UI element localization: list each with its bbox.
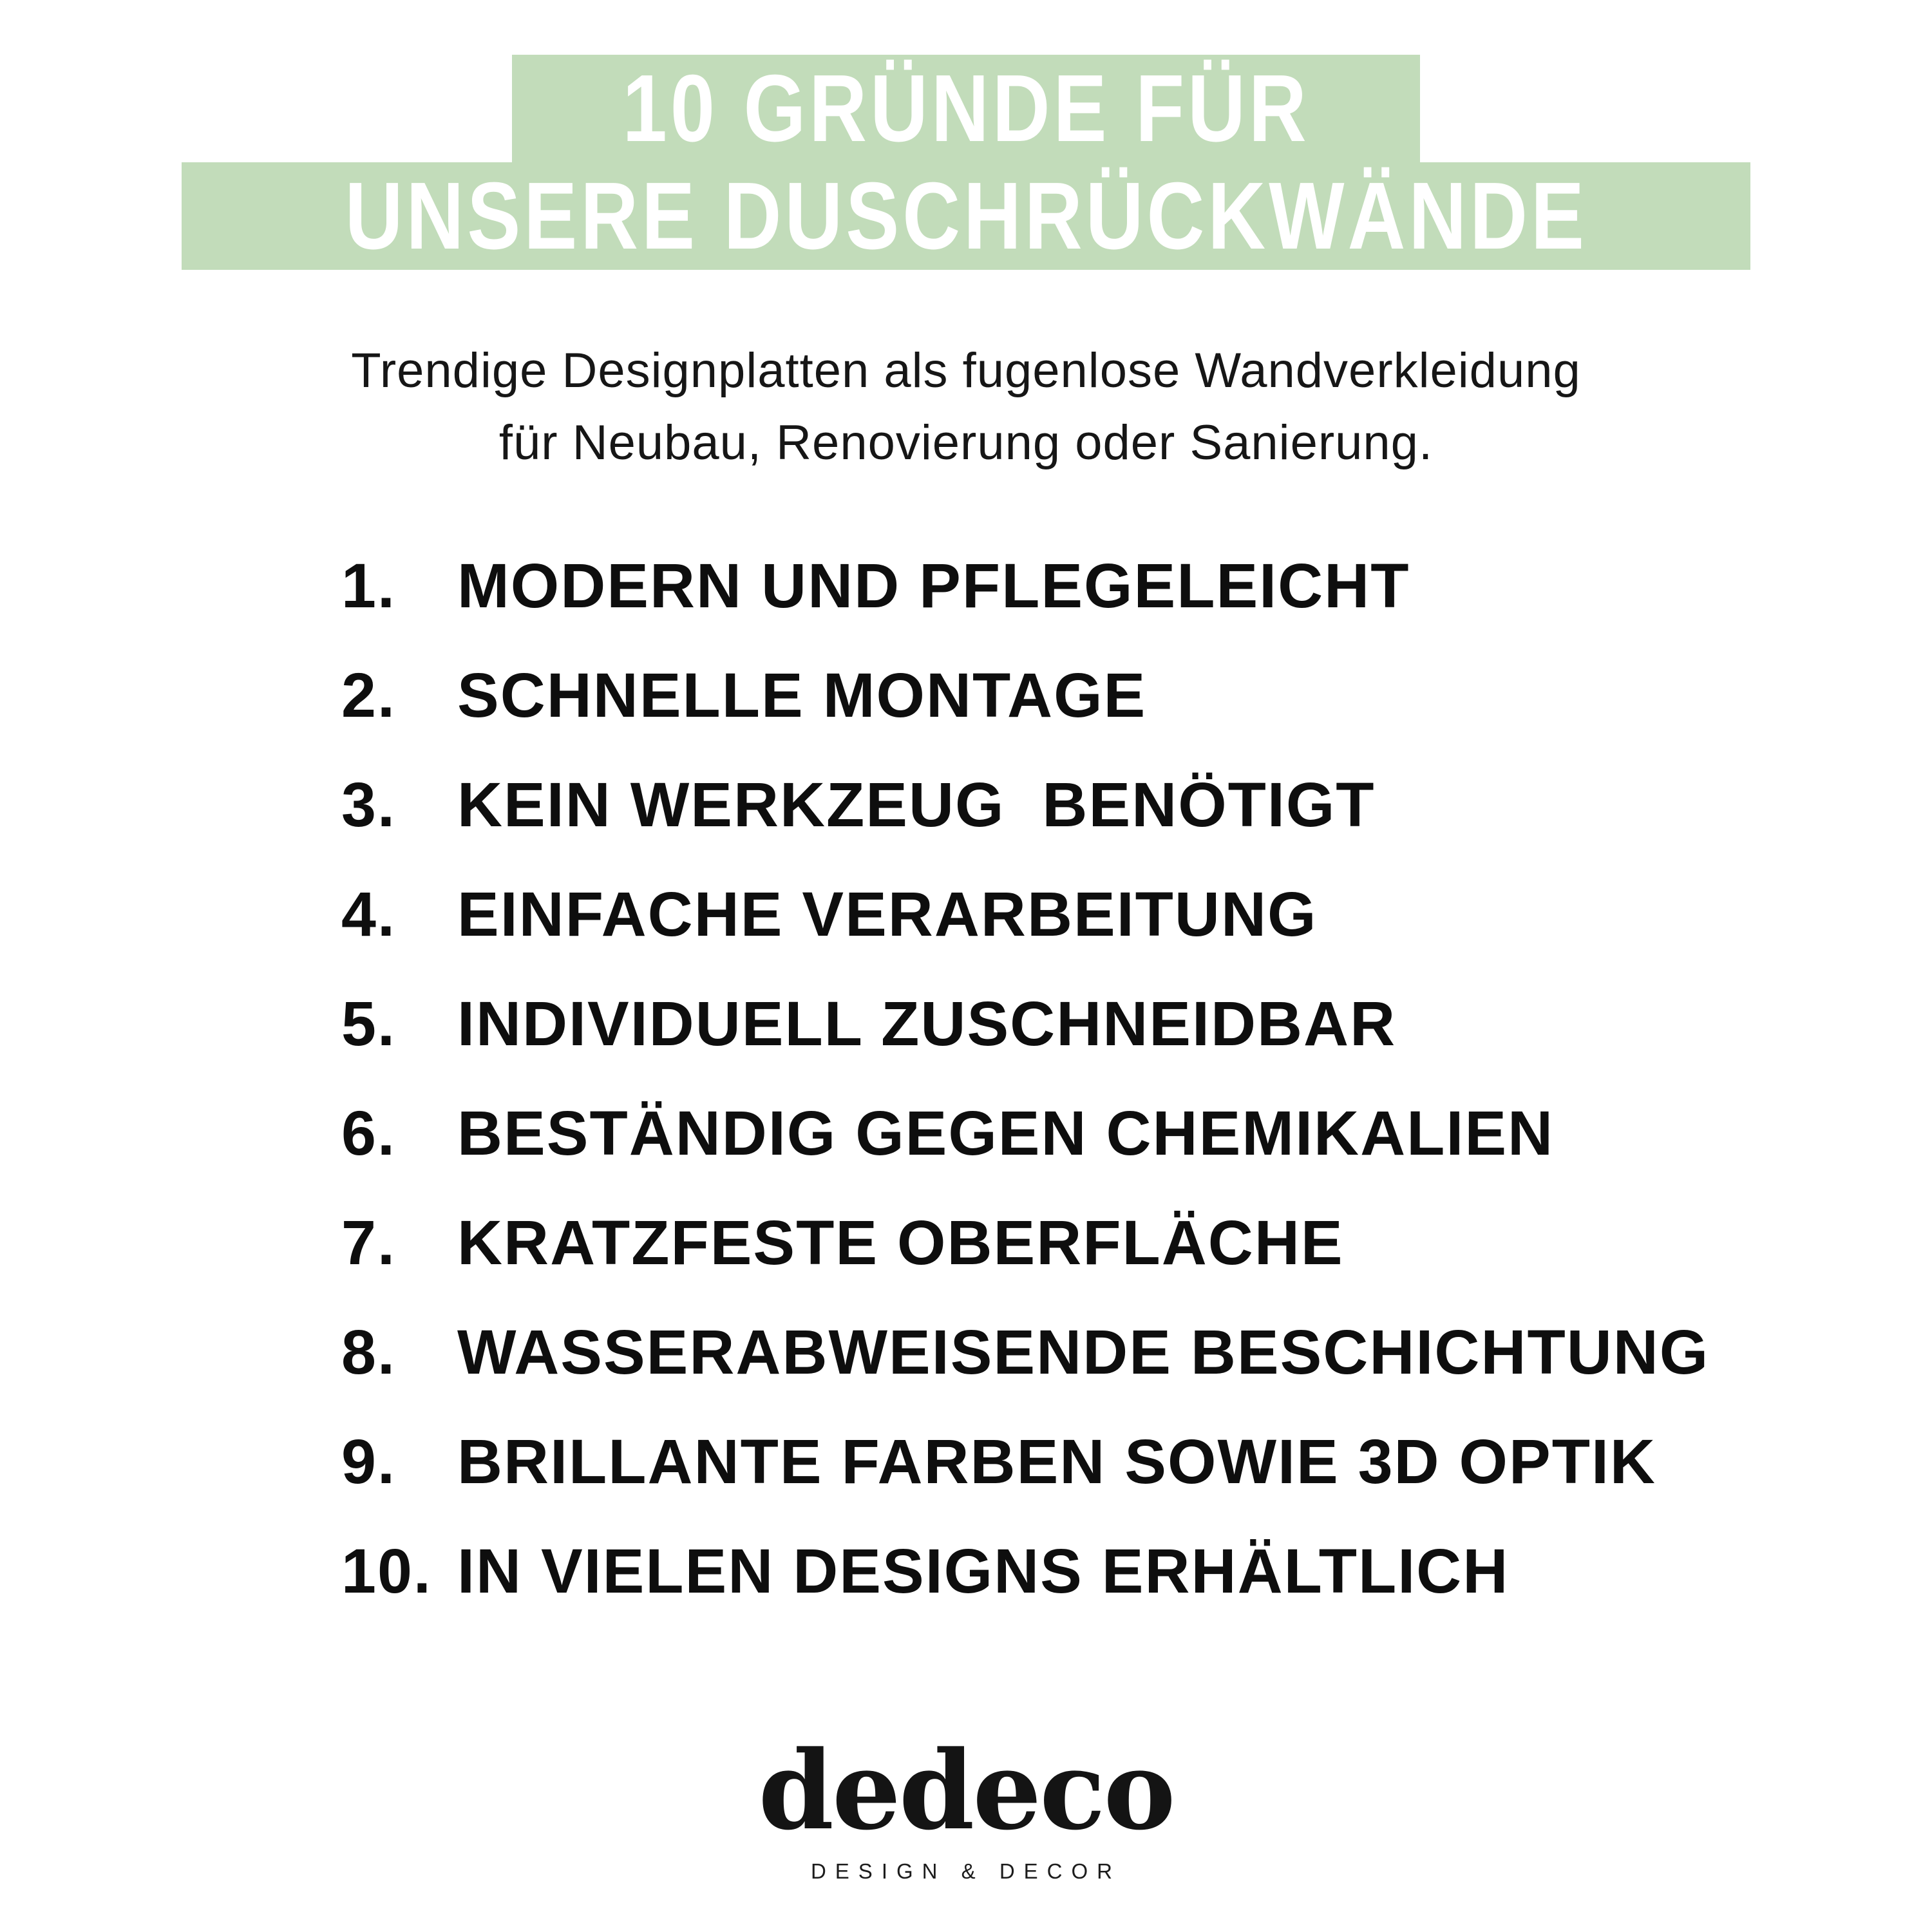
list-item	[341, 880, 1835, 949]
list-item-label: KEIN WERKZEUG BENÖTIGT	[457, 770, 1376, 840]
list-item-number: 3.	[341, 770, 396, 840]
list-item-number: 8.	[341, 1317, 396, 1387]
list-item-label: BRILLANTE FARBEN SOWIE 3D OPTIK	[457, 1426, 1656, 1497]
list-item	[341, 989, 1835, 1059]
list-item-label: IN VIELEN DESIGNS ERHÄLTLICH	[457, 1536, 1510, 1606]
title-line-2-highlight	[182, 162, 1751, 270]
list-item-label: KRATZFESTE OBERFLÄCHE	[457, 1208, 1344, 1278]
list-item	[341, 1208, 1835, 1278]
list-item	[341, 770, 1835, 840]
list-item-label: EINFACHE VERARBEITUNG	[457, 879, 1318, 949]
list-item-label: SCHNELLE MONTAGE	[457, 660, 1147, 730]
title-line-2: UNSERE DUSCHRÜCKWÄNDE	[345, 163, 1587, 269]
list-item	[341, 1427, 1835, 1497]
title-line-1-highlight	[512, 55, 1420, 162]
list-item-number: 9.	[341, 1426, 396, 1497]
list-item-number: 7.	[341, 1208, 396, 1278]
list-item	[341, 1318, 1835, 1387]
reasons-list	[341, 551, 1835, 1646]
footer	[0, 1727, 1932, 1884]
title-line-1: 10 GRÜNDE FÜR	[622, 55, 1310, 162]
brand-tagline: DESIGN & DECOR	[810, 1859, 1122, 1883]
list-item-label: BESTÄNDIG GEGEN CHEMIKALIEN	[457, 1098, 1555, 1168]
list-item-number: 4.	[341, 879, 396, 949]
list-item-number: 10.	[341, 1536, 432, 1606]
list-item-number: 2.	[341, 660, 396, 730]
subtitle-line-2: für Neubau, Renovierung oder Sanierung.	[498, 415, 1434, 470]
list-item-label: WASSERABWEISENDE BESCHICHTUNG	[457, 1317, 1710, 1387]
list-item-label: INDIVIDUELL ZUSCHNEIDBAR	[457, 989, 1397, 1059]
list-item-label: MODERN UND PFLEGELEICHT	[457, 551, 1410, 621]
subtitle-line-1: Trendige Designplatten als fugenlose Wandverkleidung	[351, 343, 1581, 398]
list-item	[341, 661, 1835, 730]
brand-logo: dedeco	[758, 1727, 1174, 1854]
list-item-number: 1.	[341, 551, 396, 621]
list-item-number: 5.	[341, 989, 396, 1059]
list-item	[341, 1537, 1835, 1606]
subtitle	[0, 335, 1932, 479]
list-item-number: 6.	[341, 1098, 396, 1168]
header	[0, 55, 1932, 270]
list-item	[341, 1099, 1835, 1168]
list-item	[341, 551, 1835, 621]
